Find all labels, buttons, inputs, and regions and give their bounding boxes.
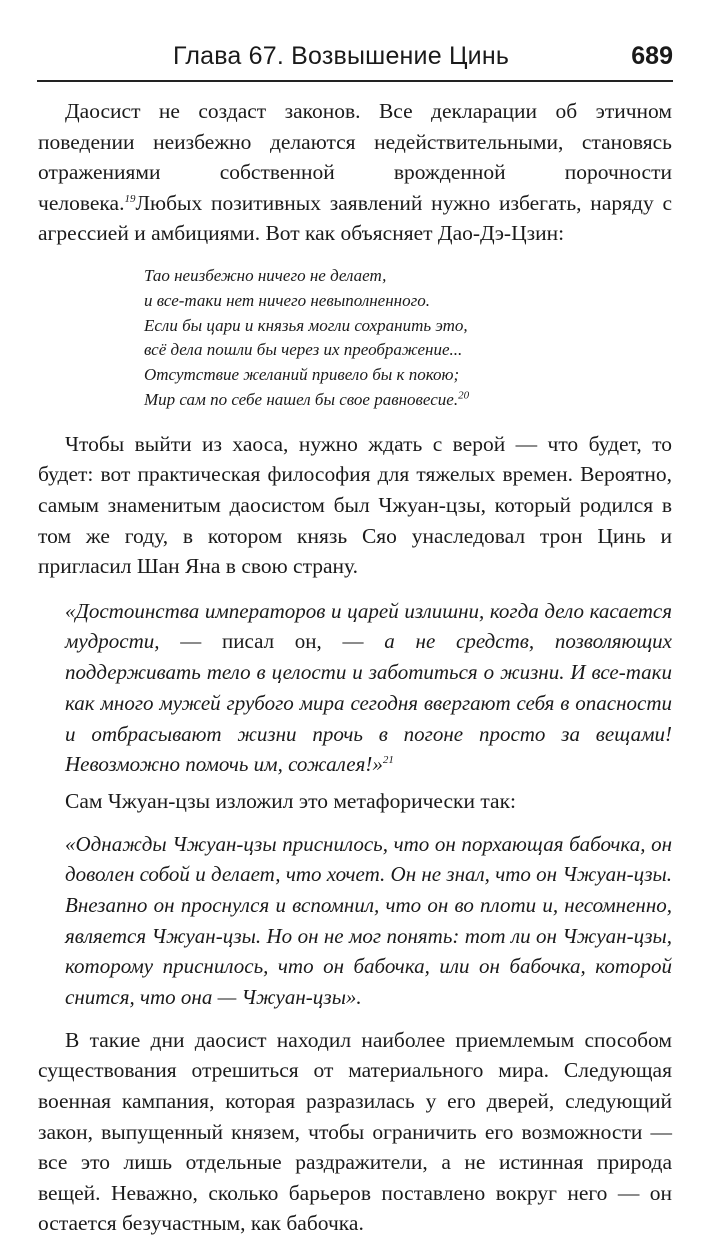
quote-1-part-1: «Достоинства императоров и царей излишни, когда дело касается мудрости,: [65, 598, 672, 654]
header-rule: [37, 80, 673, 82]
quote-1-attribution: — писал он, —: [159, 629, 385, 654]
verse-line: всё дела пошли бы через их преображение...: [144, 340, 463, 360]
verse-line-text: Мир сам по себе нашел бы свое равновесие.: [144, 389, 459, 409]
running-header: [37, 38, 673, 78]
paragraph-4: В такие дни даосист находил наиболее приемлемым способом существования отрешиться от материального мира. Следующая военная кампания, которая разразилась у его дверей, следующий закон, выпущенный князем, чтобы ограничить его возможности — все это лишь отдельные раздражители, а не истинная природа вещей. Неважно, сколько барьеров поставлено вокруг него — он остается безучастным, как бабочка.: [38, 1027, 672, 1236]
paragraph-3: Сам Чжуан-цзы изложил это метафорически так:: [65, 788, 516, 813]
verse-line: и все-таки нет ничего невыполненного.: [144, 290, 430, 310]
page-body: [38, 96, 672, 1239]
verse-line: Если бы цари и князья могли сохранить это,: [144, 315, 468, 335]
paragraph-1: [38, 96, 672, 249]
footnote-ref-21: 21: [382, 754, 394, 767]
footnote-ref-19: 19: [124, 192, 136, 205]
page-number: 689: [631, 42, 673, 70]
quote-butterfly-dream: «Однажды Чжуан-цзы приснилось, что он порхающая бабочка, он доволен собой и делает, что хочет. Он не знал, что он Чжуан-цзы. Внезапно он проснулся и вспомнил, что он во плоти и, несомненно, является Чжуан-цзы. Но он не мог понять: тот ли он Чжуан-цзы, которому приснилось, что он бабочка, или он бабочка, которой снится, что она — Чжуан-цзы».: [65, 831, 672, 1010]
verse-line: Отсутствие желаний привело бы к покою;: [144, 365, 460, 385]
quote-zhuangzi-1: [65, 596, 672, 780]
paragraph-1-text: Даосист не создаст законов. Все декларации об этичном поведении неизбежно делаются недействительными, становясь отражениями собственной врожденной порочности человека.: [38, 99, 672, 215]
tao-te-ching-verse: [144, 264, 672, 413]
verse-line: Тао неизбежно ничего не делает,: [144, 265, 387, 285]
paragraph-2: Чтобы выйти из хаоса, нужно ждать с верой — что будет, то будет: вот практическая философия для тяжелых времен. Вероятно, самым знаменитым даосистом был Чжуан-цзы, который родился в том же году, в котором князь Сяо унаследовал трон Цинь и пригласил Шан Яна в свою страну.: [38, 431, 672, 579]
chapter-title: Глава 67. Возвышение Цинь: [173, 42, 510, 70]
quote-1-part-2: а не средств, позволяющих поддерживать тело в целости и заботиться о жизни. И все-таки как много мужей грубого мира сегодня ввергают себя в опасности и отбрасывают жизни прочь в погоне просто за вещами! Невозможно помочь им, сожалея!»: [65, 629, 672, 777]
footnote-ref-20: 20: [458, 389, 470, 402]
verse-line-last: [144, 388, 672, 413]
paragraph-1-text-cont: Любых позитивных заявлений нужно избегать, наряду с агрессией и амбициями. Вот как объясняет Дао-Дэ-Цзин:: [38, 190, 672, 246]
